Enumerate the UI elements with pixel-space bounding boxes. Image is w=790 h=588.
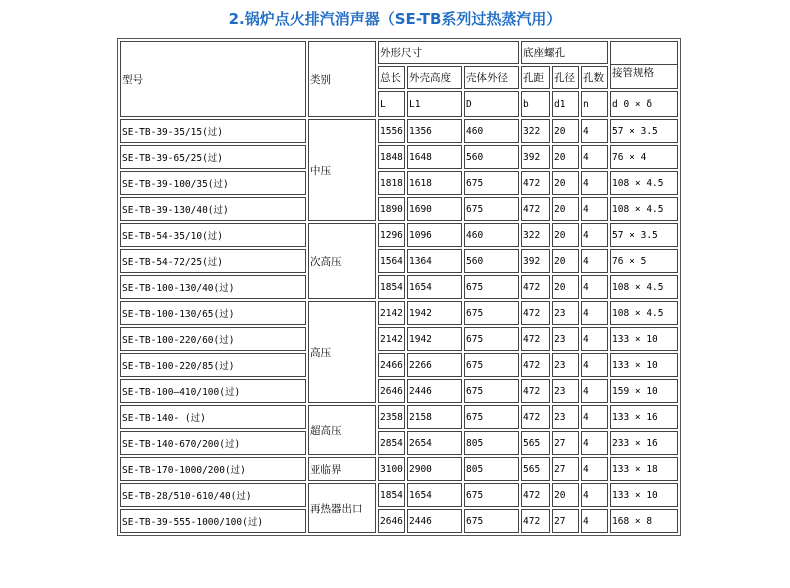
cell-hole-count: 4 — [581, 431, 608, 455]
cell-shell-diameter: 675 — [464, 197, 519, 221]
cell-pipe-spec: 233 × 16 — [610, 431, 678, 455]
cell-shell-diameter: 805 — [464, 431, 519, 455]
cell-hole-count: 4 — [581, 301, 608, 325]
cell-model: SE-TB-39-35/15(过) — [120, 119, 306, 143]
cell-hole-distance: 472 — [521, 405, 550, 429]
cell-shell-diameter: 675 — [464, 275, 519, 299]
cell-pipe-spec: 108 × 4.5 — [610, 301, 678, 325]
cell-hole-distance: 392 — [521, 145, 550, 169]
cell-shell-diameter: 675 — [464, 405, 519, 429]
cell-pipe-spec: 108 × 4.5 — [610, 171, 678, 195]
header-category: 类别 — [308, 41, 376, 117]
cell-shell-diameter: 460 — [464, 119, 519, 143]
cell-pipe-spec: 76 × 5 — [610, 249, 678, 273]
cell-model: SE-TB-39-65/25(过) — [120, 145, 306, 169]
cell-hole-diameter: 20 — [552, 249, 579, 273]
cell-pipe-spec: 133 × 18 — [610, 457, 678, 481]
cell-model: SE-TB-39-555-1000/100(过) — [120, 509, 306, 533]
cell-hole-distance: 472 — [521, 171, 550, 195]
cell-hole-distance: 322 — [521, 223, 550, 247]
cell-model: SE-TB-100-130/40(过) — [120, 275, 306, 299]
cell-model: SE-TB-54-72/25(过) — [120, 249, 306, 273]
table-row — [120, 431, 678, 455]
cell-hole-distance: 472 — [521, 483, 550, 507]
header-shell-diameter: 壳体外径 — [464, 66, 519, 89]
cell-model: SE-TB-100—410/100(过) — [120, 379, 306, 403]
cell-hole-distance: 472 — [521, 379, 550, 403]
cell-hole-count: 4 — [581, 379, 608, 403]
cell-total-length: 1556 — [378, 119, 405, 143]
cell-shell-diameter: 675 — [464, 509, 519, 533]
cell-pipe-spec: 133 × 10 — [610, 327, 678, 351]
cell-model: SE-TB-39-130/40(过) — [120, 197, 306, 221]
cell-hole-count: 4 — [581, 197, 608, 221]
cell-hole-diameter: 20 — [552, 197, 579, 221]
cell-hole-diameter: 23 — [552, 379, 579, 403]
cell-shell-diameter: 675 — [464, 379, 519, 403]
cell-pipe-spec: 108 × 4.5 — [610, 197, 678, 221]
header-shell-height: 外壳高度 — [407, 66, 462, 89]
cell-shell-diameter: 560 — [464, 249, 519, 273]
header-dimensions: 外形尺寸 — [378, 41, 519, 64]
cell-hole-distance: 472 — [521, 509, 550, 533]
header-hole-distance: 孔距 — [521, 66, 550, 89]
cell-shell-height: 1654 — [407, 275, 462, 299]
cell-shell-diameter: 675 — [464, 171, 519, 195]
cell-hole-distance: 472 — [521, 275, 550, 299]
category-reheater-outlet: 再热器出口 — [308, 483, 376, 533]
cell-shell-height: 2446 — [407, 379, 462, 403]
header-hole-count: 孔数 — [581, 66, 608, 89]
cell-hole-count: 4 — [581, 275, 608, 299]
cell-pipe-spec: 133 × 10 — [610, 483, 678, 507]
cell-hole-diameter: 20 — [552, 223, 579, 247]
table-row — [120, 353, 678, 377]
cell-shell-diameter: 675 — [464, 327, 519, 351]
cell-hole-diameter: 20 — [552, 145, 579, 169]
table-row — [120, 249, 678, 273]
table-row — [120, 197, 678, 221]
cell-model: SE-TB-54-35/10(过) — [120, 223, 306, 247]
cell-shell-height: 1942 — [407, 327, 462, 351]
cell-total-length: 1564 — [378, 249, 405, 273]
table-row — [120, 509, 678, 533]
cell-pipe-spec: 159 × 10 — [610, 379, 678, 403]
symbol-shell-diameter: D — [464, 91, 519, 117]
cell-shell-height: 1364 — [407, 249, 462, 273]
cell-hole-diameter: 23 — [552, 353, 579, 377]
cell-model: SE-TB-140-670/200(过) — [120, 431, 306, 455]
cell-hole-count: 4 — [581, 119, 608, 143]
cell-hole-diameter: 23 — [552, 301, 579, 325]
cell-hole-diameter: 27 — [552, 457, 579, 481]
header-base-bolt: 底座螺孔 — [521, 41, 608, 64]
cell-total-length: 1854 — [378, 275, 405, 299]
table-row — [120, 223, 678, 247]
cell-shell-diameter: 560 — [464, 145, 519, 169]
cell-hole-count: 4 — [581, 249, 608, 273]
cell-pipe-spec: 168 × 8 — [610, 509, 678, 533]
cell-hole-distance: 472 — [521, 197, 550, 221]
cell-model: SE-TB-170-1000/200(过) — [120, 457, 306, 481]
cell-hole-count: 4 — [581, 327, 608, 351]
symbol-hole-count: n — [581, 91, 608, 117]
cell-hole-count: 4 — [581, 509, 608, 533]
cell-pipe-spec: 57 × 3.5 — [610, 223, 678, 247]
cell-hole-count: 4 — [581, 457, 608, 481]
cell-total-length: 2358 — [378, 405, 405, 429]
cell-hole-count: 4 — [581, 353, 608, 377]
category-subcritical: 亚临界 — [308, 457, 376, 481]
cell-hole-distance: 472 — [521, 301, 550, 325]
cell-total-length: 1848 — [378, 145, 405, 169]
cell-hole-count: 4 — [581, 223, 608, 247]
cell-hole-diameter: 27 — [552, 431, 579, 455]
cell-hole-distance: 565 — [521, 457, 550, 481]
cell-hole-diameter: 20 — [552, 483, 579, 507]
cell-hole-count: 4 — [581, 483, 608, 507]
cell-total-length: 1854 — [378, 483, 405, 507]
cell-total-length: 1890 — [378, 197, 405, 221]
cell-hole-distance: 565 — [521, 431, 550, 455]
cell-total-length: 2646 — [378, 509, 405, 533]
cell-hole-count: 4 — [581, 405, 608, 429]
cell-hole-diameter: 20 — [552, 275, 579, 299]
symbol-total-length: L — [378, 91, 405, 117]
cell-shell-height: 2158 — [407, 405, 462, 429]
category-sub-high-pressure: 次高压 — [308, 223, 376, 299]
cell-hole-diameter: 27 — [552, 509, 579, 533]
table-row — [120, 145, 678, 169]
cell-shell-diameter: 675 — [464, 301, 519, 325]
cell-hole-distance: 472 — [521, 353, 550, 377]
cell-total-length: 1818 — [378, 171, 405, 195]
cell-shell-diameter: 675 — [464, 353, 519, 377]
cell-model: SE-TB-100-130/65(过) — [120, 301, 306, 325]
cell-hole-count: 4 — [581, 145, 608, 169]
cell-model: SE-TB-39-100/35(过) — [120, 171, 306, 195]
cell-total-length: 2142 — [378, 327, 405, 351]
cell-shell-height: 2446 — [407, 509, 462, 533]
category-mid-pressure: 中压 — [308, 119, 376, 221]
cell-hole-count: 4 — [581, 171, 608, 195]
table-row — [120, 483, 678, 507]
cell-shell-height: 1356 — [407, 119, 462, 143]
header-model: 型号 — [120, 41, 306, 117]
cell-hole-distance: 472 — [521, 327, 550, 351]
cell-hole-diameter: 20 — [552, 171, 579, 195]
cell-shell-height: 2654 — [407, 431, 462, 455]
cell-total-length: 1296 — [378, 223, 405, 247]
symbol-hole-distance: b — [521, 91, 550, 117]
table-row — [120, 327, 678, 351]
cell-hole-distance: 392 — [521, 249, 550, 273]
table-row — [120, 275, 678, 299]
symbol-hole-diameter: d1 — [552, 91, 579, 117]
page-title: 2.锅炉点火排汽消声器（SE-TB系列过热蒸汽用） — [228, 10, 562, 28]
cell-shell-height: 1654 — [407, 483, 462, 507]
table-row — [120, 405, 678, 429]
cell-hole-diameter: 23 — [552, 405, 579, 429]
header-total-length: 总长 — [378, 66, 405, 89]
cell-total-length: 2646 — [378, 379, 405, 403]
cell-shell-height: 2900 — [407, 457, 462, 481]
cell-shell-height: 1942 — [407, 301, 462, 325]
cell-shell-height: 2266 — [407, 353, 462, 377]
spec-table — [117, 38, 681, 536]
cell-shell-height: 1618 — [407, 171, 462, 195]
cell-model: SE-TB-100-220/60(过) — [120, 327, 306, 351]
cell-shell-height: 1096 — [407, 223, 462, 247]
cell-total-length: 3100 — [378, 457, 405, 481]
table-row — [120, 301, 678, 325]
header-pipe-spec-divider — [611, 51, 678, 65]
cell-pipe-spec: 76 × 4 — [610, 145, 678, 169]
cell-total-length: 2142 — [378, 301, 405, 325]
header-pipe-spec-label: 接管规格 — [612, 66, 654, 79]
category-ultra-high-pressure: 超高压 — [308, 405, 376, 455]
cell-total-length: 2854 — [378, 431, 405, 455]
cell-shell-height: 1648 — [407, 145, 462, 169]
cell-pipe-spec: 133 × 10 — [610, 353, 678, 377]
header-hole-diameter: 孔径 — [552, 66, 579, 89]
cell-shell-height: 1690 — [407, 197, 462, 221]
symbol-shell-height: L1 — [407, 91, 462, 117]
table-row — [120, 171, 678, 195]
cell-pipe-spec: 108 × 4.5 — [610, 275, 678, 299]
cell-pipe-spec: 57 × 3.5 — [610, 119, 678, 143]
cell-model: SE-TB-28/510-610/40(过) — [120, 483, 306, 507]
cell-hole-diameter: 20 — [552, 119, 579, 143]
table-row — [120, 379, 678, 403]
cell-shell-diameter: 805 — [464, 457, 519, 481]
table-row — [120, 457, 678, 481]
cell-model: SE-TB-140- (过) — [120, 405, 306, 429]
header-pipe-spec — [610, 41, 678, 89]
cell-shell-diameter: 675 — [464, 483, 519, 507]
cell-hole-diameter: 23 — [552, 327, 579, 351]
table-row — [120, 119, 678, 143]
spec-table-wrapper — [117, 38, 681, 536]
cell-shell-diameter: 460 — [464, 223, 519, 247]
cell-hole-distance: 322 — [521, 119, 550, 143]
cell-pipe-spec: 133 × 16 — [610, 405, 678, 429]
symbol-pipe-spec: d 0 × δ — [610, 91, 678, 117]
category-high-pressure: 高压 — [308, 301, 376, 403]
cell-total-length: 2466 — [378, 353, 405, 377]
cell-model: SE-TB-100-220/85(过) — [120, 353, 306, 377]
